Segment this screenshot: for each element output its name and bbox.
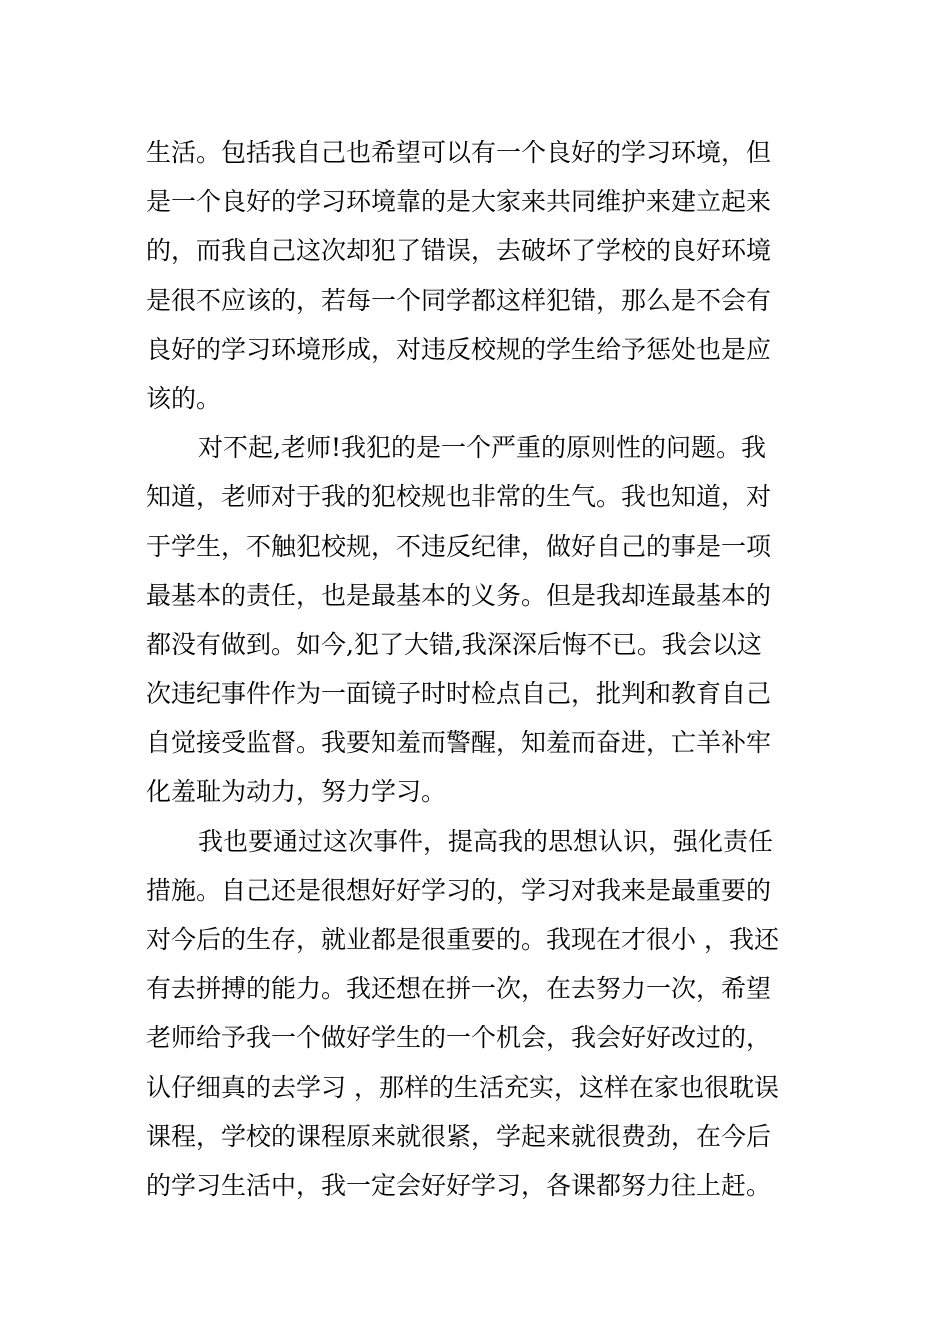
text-line: 措施。自己还是很想好好学习的，学习对我来是最重要的 (146, 875, 772, 905)
text-line: 是一个良好的学习环境靠的是大家来共同维护来建立起来 (146, 187, 772, 217)
text-line: 次违纪事件作为一面镜子时时检点自己，批判和教育自己 (146, 679, 772, 709)
text-line: 的，而我自己这次却犯了错误，去破坏了学校的良好环境 (146, 236, 772, 266)
text-line: 对不起,老师!我犯的是一个严重的原则性的问题。我 (198, 433, 766, 463)
paragraph (146, 423, 826, 817)
text-line: 我也要通过这次事件，提高我的思想认识，强化责任 (198, 826, 774, 856)
text-line: 对今后的生存，就业都是很重要的。我现在才很小 ，我还 (146, 925, 779, 954)
text-line: 知道，老师对于我的犯校规也非常的生气。我也知道，对 (146, 482, 772, 512)
letter-body (146, 128, 826, 1210)
text-line: 最基本的责任，也是最基本的义务。但是我却连最基本的 (146, 580, 772, 610)
text-line: 良好的学习环境形成，对违反校规的学生给予惩处也是应 (146, 334, 772, 364)
text-line: 有去拼搏的能力。我还想在拼一次，在去努力一次，希望 (146, 974, 772, 1004)
text-line: 化羞耻为动力，努力学习。 (146, 777, 447, 807)
text-line: 是很不应该的，若每一个同学都这样犯错，那么是不会有 (146, 285, 772, 315)
paragraph (146, 817, 826, 1211)
text-line: 自觉接受监督。我要知羞而警醒，知羞而奋进，亡羊补牢 (146, 728, 772, 758)
text-line: 该的。 (146, 383, 222, 413)
paragraph (146, 128, 826, 423)
text-line: 的学习生活中，我一定会好好学习，各课都努力往上赶。 (146, 1170, 772, 1200)
text-line: 生活。包括我自己也希望可以有一个良好的学习环境，但 (146, 138, 772, 167)
text-line: 认仔细真的去学习 ，那样的生活充实，这样在家也很耽误 (146, 1072, 779, 1102)
text-line: 都没有做到。如今,犯了大错,我深深后悔不已。我会以这 (146, 629, 762, 659)
text-line: 课程，学校的课程原来就很紧，学起来就很费劲，在今后 (146, 1121, 772, 1151)
text-line: 于学生，不触犯校规，不违反纪律，做好自己的事是一项 (146, 531, 772, 561)
text-line: 老师给予我一个做好学生的一个机会，我会好好改过的， (146, 1023, 772, 1053)
